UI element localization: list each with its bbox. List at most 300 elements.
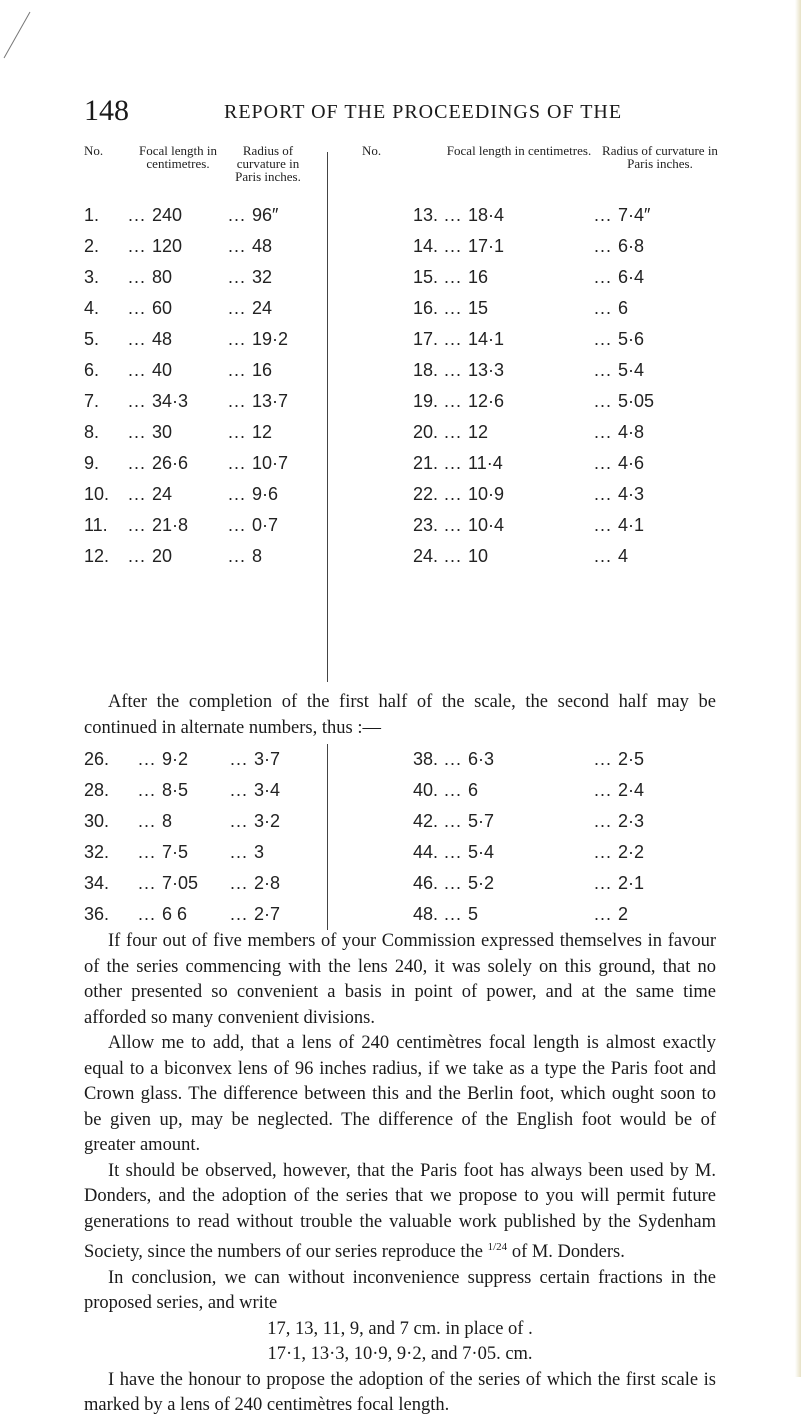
cell-radius <box>594 837 726 868</box>
cell-focal <box>444 231 594 262</box>
cell-radius <box>594 417 726 448</box>
value-radius: 4·3 <box>618 484 645 504</box>
cell-no <box>84 448 128 479</box>
cell-no <box>336 510 444 541</box>
cell-radius <box>594 744 726 775</box>
value-radius: 3·2 <box>254 811 281 831</box>
cell-radius <box>228 448 308 479</box>
cell-radius <box>230 868 308 899</box>
leader-dots: ... <box>128 546 153 566</box>
alternate-row <box>336 837 726 868</box>
value-radius: 4·6 <box>618 453 645 473</box>
leader-dots: ... <box>138 904 163 924</box>
value-focal: 14·1 <box>468 329 505 349</box>
cell-focal <box>444 510 594 541</box>
cell-focal <box>138 899 230 930</box>
alternate-row <box>336 899 726 930</box>
cell-no <box>336 744 444 775</box>
alternate-row <box>84 868 308 899</box>
cell-no <box>84 479 128 510</box>
cell-radius <box>594 231 726 262</box>
value-no: 5. <box>84 329 100 349</box>
value-no: 7. <box>84 391 100 411</box>
leader-dots: ... <box>128 205 153 225</box>
leader-dots: ... <box>128 422 153 442</box>
cell-focal <box>128 479 228 510</box>
leader-dots: ... <box>594 484 619 504</box>
table-row <box>336 231 726 262</box>
value-no: 19. <box>412 391 438 411</box>
cell-focal <box>444 744 594 775</box>
value-focal: 18·4 <box>468 205 505 225</box>
value-no: 21. <box>412 453 438 473</box>
alternate-row <box>336 806 726 837</box>
cell-no <box>84 775 138 806</box>
table-row <box>336 324 726 355</box>
leader-dots: ... <box>228 329 253 349</box>
cell-no <box>84 510 128 541</box>
leader-dots: ... <box>128 360 153 380</box>
cell-radius <box>228 386 308 417</box>
leader-dots: ... <box>594 904 619 924</box>
cell-radius <box>228 479 308 510</box>
cell-radius <box>594 355 726 386</box>
cell-no <box>336 541 444 572</box>
value-focal: 20 <box>152 546 173 566</box>
cell-radius <box>230 775 308 806</box>
cell-focal <box>128 417 228 448</box>
value-no: 32. <box>84 842 110 862</box>
alternate-row <box>336 744 726 775</box>
lens-table-left <box>84 144 308 572</box>
leader-dots: ... <box>228 484 253 504</box>
value-no: 11. <box>84 515 108 535</box>
cell-no <box>336 837 444 868</box>
cell-radius <box>228 541 308 572</box>
value-radius: 2·4 <box>618 780 645 800</box>
table-row <box>336 417 726 448</box>
continuation-note <box>84 690 716 741</box>
leader-dots: ... <box>594 236 619 256</box>
leader-dots: ... <box>444 298 469 318</box>
cell-radius <box>230 899 308 930</box>
value-focal: 12·6 <box>468 391 505 411</box>
leader-dots: ... <box>128 298 153 318</box>
leader-dots: ... <box>594 873 619 893</box>
leader-dots: ... <box>128 515 153 535</box>
value-no: 18. <box>412 360 438 380</box>
leader-dots: ... <box>444 360 469 380</box>
cell-focal <box>444 262 594 293</box>
value-radius: 3 <box>254 842 265 862</box>
leader-dots: ... <box>128 267 153 287</box>
value-focal: 6 <box>468 780 479 800</box>
cell-focal <box>444 293 594 324</box>
leader-dots: ... <box>128 236 153 256</box>
alternate-table-right <box>336 744 726 930</box>
value-focal: 6 6 <box>162 904 188 924</box>
cell-no <box>84 231 128 262</box>
cell-focal <box>128 200 228 231</box>
value-no: 34. <box>84 873 110 893</box>
value-no: 9. <box>84 453 100 473</box>
value-no: 14. <box>412 236 438 256</box>
leader-dots: ... <box>228 205 253 225</box>
table-row <box>84 541 308 572</box>
paragraph-3-end: of M. Donders. <box>511 1242 625 1263</box>
value-no: 1. <box>84 205 100 225</box>
value-focal: 120 <box>152 236 183 256</box>
leader-dots: ... <box>444 329 469 349</box>
col-header-radius-right: Radius of curvature in Paris inches. <box>602 143 718 171</box>
value-radius: 3·7 <box>254 749 281 769</box>
cell-radius <box>594 200 726 231</box>
cell-focal <box>444 541 594 572</box>
cell-radius <box>594 806 726 837</box>
column-divider <box>327 152 328 682</box>
cell-no <box>84 868 138 899</box>
leader-dots: ... <box>444 236 469 256</box>
value-no: 17. <box>412 329 438 349</box>
value-no: 8. <box>84 422 100 442</box>
value-focal: 240 <box>152 205 183 225</box>
value-radius: 4 <box>618 546 629 566</box>
cell-focal <box>128 541 228 572</box>
leader-dots: ... <box>228 453 253 473</box>
value-radius: 12 <box>252 422 273 442</box>
cell-focal <box>128 324 228 355</box>
value-no: 16. <box>412 298 438 318</box>
value-no: 26. <box>84 749 110 769</box>
value-radius: 3·4 <box>254 780 281 800</box>
value-focal: 24 <box>152 484 173 504</box>
table-row <box>336 386 726 417</box>
value-radius: 16 <box>252 360 273 380</box>
cell-no <box>84 417 128 448</box>
alternate-row <box>336 868 726 899</box>
value-focal: 7·5 <box>162 842 189 862</box>
value-no: 12. <box>84 546 110 566</box>
cell-radius <box>594 448 726 479</box>
leader-dots: ... <box>594 205 619 225</box>
leader-dots: ... <box>138 780 163 800</box>
value-radius: 8 <box>252 546 263 566</box>
cell-focal <box>444 775 594 806</box>
paragraph-2: Allow me to add, that a lens of 240 centimètres focal length is almost exactly equal to a biconvex lens of 96 inches radius, if we take as a type the Paris foot and Crown glass. The difference between this and the Berlin foot, which ought soon to be given up, may be neglected. The difference of the English foot would be of greater amount. <box>84 1033 716 1155</box>
value-radius: 5·6 <box>618 329 645 349</box>
cell-focal <box>444 868 594 899</box>
table-row <box>336 262 726 293</box>
table-row <box>84 262 308 293</box>
table-row <box>336 479 726 510</box>
table-row <box>336 541 726 572</box>
col-header-no: No. <box>84 143 104 158</box>
value-focal: 5 <box>468 904 479 924</box>
leader-dots: ... <box>128 391 153 411</box>
value-radius: 4·8 <box>618 422 645 442</box>
cell-focal <box>444 448 594 479</box>
cell-focal <box>128 231 228 262</box>
cell-no <box>336 200 444 231</box>
leader-dots: ... <box>228 391 253 411</box>
value-no: 44. <box>412 842 438 862</box>
leader-dots: ... <box>594 422 619 442</box>
table-row <box>84 355 308 386</box>
cell-radius <box>228 324 308 355</box>
leader-dots: ... <box>138 873 163 893</box>
cell-no <box>84 899 138 930</box>
value-no: 22. <box>412 484 438 504</box>
value-focal: 80 <box>152 267 173 287</box>
leader-dots: ... <box>594 267 619 287</box>
value-radius: 2·7 <box>254 904 281 924</box>
cell-no <box>336 355 444 386</box>
value-no: 48. <box>412 904 438 924</box>
value-radius: 2·5 <box>618 749 645 769</box>
cell-focal <box>128 293 228 324</box>
value-radius: 9·6 <box>252 484 279 504</box>
table-row <box>84 200 308 231</box>
leader-dots: ... <box>228 546 253 566</box>
cell-no <box>336 324 444 355</box>
value-focal: 21·8 <box>152 515 189 535</box>
cell-no <box>84 541 128 572</box>
value-focal: 15 <box>468 298 489 318</box>
value-focal: 48 <box>152 329 173 349</box>
continuation-text: After the completion of the first half of the scale, the second half may be continued in alternate numbers, thus :— <box>84 692 716 738</box>
alternate-row <box>84 899 308 930</box>
leader-dots: ... <box>444 484 469 504</box>
cell-radius <box>230 837 308 868</box>
table-row <box>336 355 726 386</box>
leader-dots: ... <box>230 904 255 924</box>
alternate-row <box>336 775 726 806</box>
value-no: 15. <box>412 267 438 287</box>
value-radius: 0·7 <box>252 515 279 535</box>
value-no: 20. <box>412 422 438 442</box>
leader-dots: ... <box>230 811 255 831</box>
cell-radius <box>228 231 308 262</box>
alternate-rows-right <box>336 744 726 930</box>
cell-focal <box>444 417 594 448</box>
col-header-no-right: No. <box>362 143 382 158</box>
lens-table-right <box>336 144 726 572</box>
fraction: 1/24 <box>487 1241 508 1253</box>
cell-radius <box>228 262 308 293</box>
running-head: REPORT OF THE PROCEEDINGS OF THE <box>224 101 623 123</box>
cell-focal <box>444 899 594 930</box>
cell-radius <box>228 293 308 324</box>
col-header-focal: Focal length in centimetres. <box>139 143 217 171</box>
cell-radius <box>594 479 726 510</box>
leader-dots: ... <box>128 329 153 349</box>
cell-focal <box>444 386 594 417</box>
cell-radius <box>594 386 726 417</box>
value-no: 42. <box>412 811 438 831</box>
leader-dots: ... <box>138 842 163 862</box>
cell-no <box>84 355 128 386</box>
table-row <box>84 448 308 479</box>
col-header-radius: Radius of curvature in Paris inches. <box>235 143 301 184</box>
lens-rows-left <box>84 200 308 572</box>
leader-dots: ... <box>444 422 469 442</box>
body-text <box>84 929 716 1419</box>
value-radius: 2 <box>618 904 629 924</box>
cell-radius <box>230 806 308 837</box>
cell-radius <box>230 744 308 775</box>
cell-no <box>84 386 128 417</box>
cell-radius <box>594 324 726 355</box>
table-row <box>336 293 726 324</box>
value-focal: 60 <box>152 298 173 318</box>
leader-dots: ... <box>444 205 469 225</box>
page-header <box>84 94 784 134</box>
value-radius: 2·2 <box>618 842 645 862</box>
leader-dots: ... <box>594 515 619 535</box>
value-no: 3. <box>84 267 100 287</box>
cell-focal <box>138 806 230 837</box>
leader-dots: ... <box>594 842 619 862</box>
paragraph-3 <box>84 1159 716 1266</box>
cell-radius <box>594 541 726 572</box>
cell-no <box>336 775 444 806</box>
table-row <box>84 479 308 510</box>
leader-dots: ... <box>228 267 253 287</box>
leader-dots: ... <box>444 546 469 566</box>
alternate-row <box>84 744 308 775</box>
value-no: 13. <box>412 205 438 225</box>
value-focal: 16 <box>468 267 489 287</box>
value-no: 40. <box>412 780 438 800</box>
cell-no <box>84 324 128 355</box>
leader-dots: ... <box>444 780 469 800</box>
leader-dots: ... <box>444 453 469 473</box>
value-no: 36. <box>84 904 110 924</box>
leader-dots: ... <box>594 360 619 380</box>
value-radius: 2·8 <box>254 873 281 893</box>
cell-no <box>84 262 128 293</box>
page-edge <box>795 0 801 1377</box>
leader-dots: ... <box>444 515 469 535</box>
cell-radius <box>594 868 726 899</box>
cell-no <box>336 417 444 448</box>
leader-dots: ... <box>444 811 469 831</box>
table-row <box>84 386 308 417</box>
cell-focal <box>444 837 594 868</box>
leader-dots: ... <box>228 236 253 256</box>
cell-no <box>84 200 128 231</box>
cell-no <box>84 837 138 868</box>
table-row <box>84 293 308 324</box>
value-radius: 4·1 <box>618 515 645 535</box>
cell-focal <box>138 868 230 899</box>
value-focal: 8·5 <box>162 780 189 800</box>
pen-mark <box>0 0 40 60</box>
value-focal: 13·3 <box>468 360 505 380</box>
leader-dots: ... <box>128 453 153 473</box>
cell-no <box>336 231 444 262</box>
value-focal: 5·7 <box>468 811 495 831</box>
leader-dots: ... <box>594 811 619 831</box>
cell-focal <box>128 355 228 386</box>
value-no: 46. <box>412 873 438 893</box>
cell-no <box>336 448 444 479</box>
cell-focal <box>128 262 228 293</box>
cell-no <box>336 899 444 930</box>
leader-dots: ... <box>228 298 253 318</box>
value-radius: 5·4 <box>618 360 645 380</box>
value-focal: 10·4 <box>468 515 505 535</box>
leader-dots: ... <box>228 360 253 380</box>
value-radius: 6 <box>618 298 629 318</box>
leader-dots: ... <box>138 811 163 831</box>
leader-dots: ... <box>594 453 619 473</box>
leader-dots: ... <box>444 391 469 411</box>
value-focal: 17·1 <box>468 236 505 256</box>
value-no: 28. <box>84 780 110 800</box>
value-radius: 6·8 <box>618 236 645 256</box>
value-radius: 32 <box>252 267 273 287</box>
value-no: 24. <box>412 546 438 566</box>
value-focal: 34·3 <box>152 391 189 411</box>
value-radius: 5·05 <box>618 391 655 411</box>
leader-dots: ... <box>444 749 469 769</box>
value-focal: 40 <box>152 360 173 380</box>
table-row <box>84 417 308 448</box>
paragraph-5: I have the honour to propose the adoption of the series of which the first scale is marked by a lens of 240 centimètres focal length. <box>84 1369 716 1416</box>
value-radius: 10·7 <box>252 453 289 473</box>
cell-focal <box>444 355 594 386</box>
value-no: 6. <box>84 360 100 380</box>
paragraph-4: In conclusion, we can without inconvenience suppress certain fractions in the proposed series, and write <box>84 1267 716 1314</box>
cell-radius <box>594 510 726 541</box>
cell-radius <box>594 293 726 324</box>
cell-focal <box>444 806 594 837</box>
value-no: 30. <box>84 811 110 831</box>
paragraph-4-line-2: 17·1, 13·3, 10·9, 9·2, and 7·05. cm. <box>267 1344 533 1365</box>
value-radius: 13·7 <box>252 391 289 411</box>
cell-focal <box>138 775 230 806</box>
leader-dots: ... <box>230 842 255 862</box>
table-row <box>336 448 726 479</box>
col-header-focal-right: Focal length in centimetres. <box>446 143 592 158</box>
table-row <box>336 200 726 231</box>
table-row <box>84 510 308 541</box>
leader-dots: ... <box>444 904 469 924</box>
value-focal: 9·2 <box>162 749 189 769</box>
alternate-row <box>84 837 308 868</box>
cell-focal <box>444 324 594 355</box>
table-row <box>84 324 308 355</box>
lens-rows-right <box>336 200 726 572</box>
page-number: 148 <box>84 94 129 127</box>
table-row <box>84 231 308 262</box>
cell-focal <box>128 448 228 479</box>
leader-dots: ... <box>444 267 469 287</box>
value-no: 38. <box>412 749 438 769</box>
value-no: 2. <box>84 236 100 256</box>
value-focal: 10 <box>468 546 489 566</box>
cell-no <box>84 806 138 837</box>
value-focal: 5·4 <box>468 842 495 862</box>
paragraph-4-line-1: 17, 13, 11, 9, and 7 cm. in place of . <box>267 1318 533 1339</box>
value-focal: 8 <box>162 811 173 831</box>
leader-dots: ... <box>138 749 163 769</box>
leader-dots: ... <box>444 842 469 862</box>
leader-dots: ... <box>594 329 619 349</box>
cell-radius <box>594 262 726 293</box>
leader-dots: ... <box>444 873 469 893</box>
